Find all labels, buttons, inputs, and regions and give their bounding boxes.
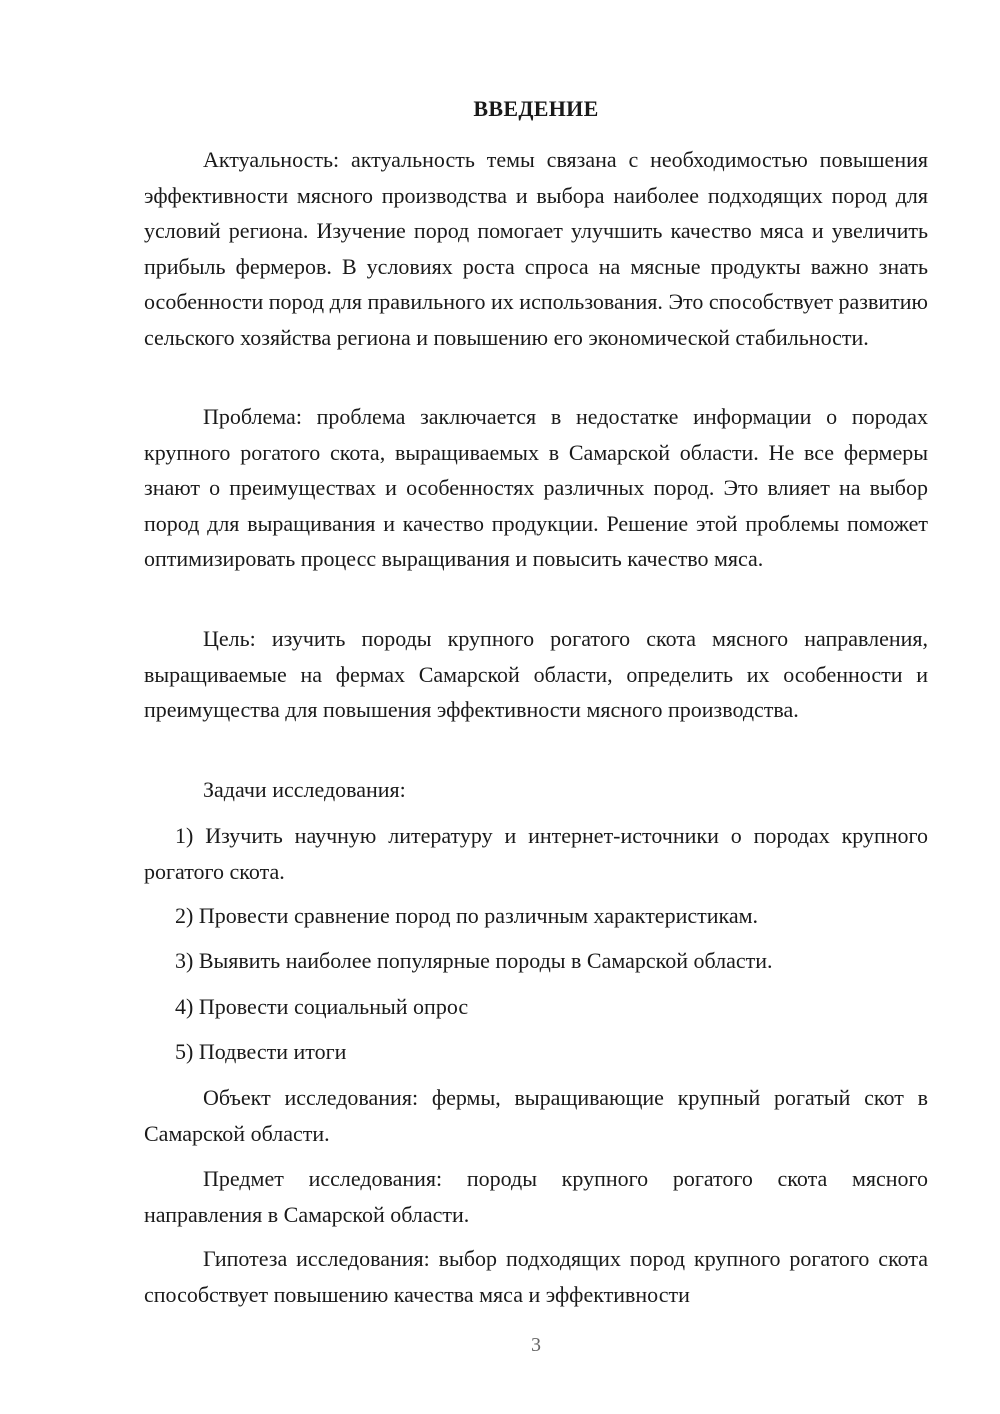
hypothesis-paragraph: Гипотеза исследования: выбор подходящих пород крупного рогатого скота способствует повышению качества мяса и эффективности [144,1246,928,1307]
section-title: ВВЕДЕНИЕ [473,96,599,121]
task-item-2: 2) Провести сравнение пород по различным характеристикам. [175,903,759,928]
task-item-1: 1) Изучить научную литературу и интернет-источники о породах крупного рогатого скота. [144,823,928,884]
relevance-paragraph: Актуальность: актуальность темы связана с необходимостью повышения эффективности мясного производства и выбора наиболее подходящих пород для условий региона. Изучение пород помогает улучшить качество мяса и увеличить прибыль фермеров. В условиях роста спроса на мясные продукты важно знать особенности пород для правильного их использования. Это способствует развитию сельского хозяйства региона и повышению его экономической стабильности. [144,147,928,350]
task-item-5: 5) Подвести итоги [175,1039,347,1064]
goal-paragraph: Цель: изучить породы крупного рогатого скота мясного направления, выращиваемые на фермах Самарской области, определить их особенности и преимущества для повышения эффективности мясного производства. [144,626,928,722]
problem-paragraph: Проблема: проблема заключается в недостатке информации о породах крупного рогатого скота, выращиваемых в Самарской области. Не все фермеры знают о преимуществах и особенностях различных пород. Это влияет на выбор пород для выращивания и качество продукции. Решение этой проблемы поможет оптимизировать процесс выращивания и повысить качество мяса. [144,404,928,571]
subject-paragraph: Предмет исследования: породы крупного рогатого скота мясного направления в Самарской области. [144,1166,928,1227]
tasks-heading: Задачи исследования: [203,777,406,802]
task-item-4: 4) Провести социальный опрос [175,994,469,1019]
task-item-3: 3) Выявить наиболее популярные породы в Самарской области. [175,948,773,973]
object-paragraph: Объект исследования: фермы, выращивающие крупный рогатый скот в Самарской области. [144,1085,928,1146]
page-number: 3 [531,1334,541,1356]
